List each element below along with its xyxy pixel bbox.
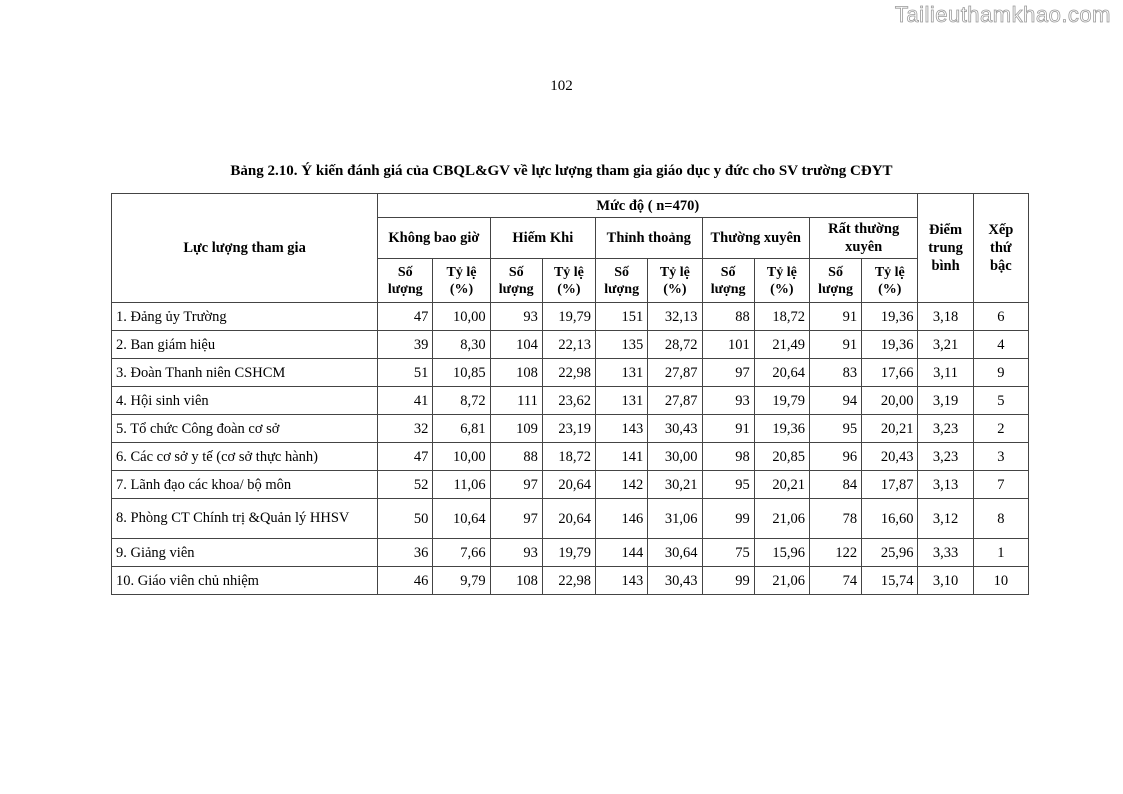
row-label: 7. Lãnh đạo các khoa/ bộ môn <box>112 471 378 499</box>
count-cell: 51 <box>378 359 433 387</box>
header-percent: Tỷ lệ (%) <box>862 259 918 303</box>
header-average: Điểm trung bình <box>918 194 973 303</box>
row-label: 8. Phòng CT Chính trị &Quản lý HHSV <box>112 499 378 539</box>
percent-cell: 8,30 <box>433 331 490 359</box>
count-cell: 91 <box>809 331 861 359</box>
percent-cell: 30,21 <box>648 471 702 499</box>
percent-cell: 21,06 <box>754 567 809 595</box>
header-level: Không bao giờ <box>378 218 490 259</box>
percent-cell: 20,85 <box>754 443 809 471</box>
percent-cell: 10,85 <box>433 359 490 387</box>
percent-cell: 20,21 <box>754 471 809 499</box>
percent-cell: 9,79 <box>433 567 490 595</box>
watermark: Tailieuthamkhao.com <box>894 2 1111 27</box>
count-cell: 131 <box>596 359 648 387</box>
count-cell: 91 <box>809 303 861 331</box>
count-cell: 93 <box>490 303 542 331</box>
table-row <box>112 567 1029 595</box>
rank-cell: 8 <box>973 499 1028 539</box>
average-cell: 3,33 <box>918 539 973 567</box>
header-rank: Xếp thứ bậc <box>973 194 1028 303</box>
rank-cell: 4 <box>973 331 1028 359</box>
average-cell: 3,10 <box>918 567 973 595</box>
count-cell: 36 <box>378 539 433 567</box>
rank-cell: 9 <box>973 359 1028 387</box>
row-label: 6. Các cơ sở y tế (cơ sở thực hành) <box>112 443 378 471</box>
row-label: 2. Ban giám hiệu <box>112 331 378 359</box>
row-label: 1. Đảng ủy Trường <box>112 303 378 331</box>
header-percent: Tỷ lệ (%) <box>433 259 490 303</box>
percent-cell: 20,21 <box>862 415 918 443</box>
percent-cell: 20,00 <box>862 387 918 415</box>
percent-cell: 15,96 <box>754 539 809 567</box>
header-level: Thường xuyên <box>702 218 809 259</box>
percent-cell: 27,87 <box>648 387 702 415</box>
rank-cell: 2 <box>973 415 1028 443</box>
count-cell: 104 <box>490 331 542 359</box>
table-row <box>112 471 1029 499</box>
count-cell: 99 <box>702 499 754 539</box>
header-percent: Tỷ lệ (%) <box>754 259 809 303</box>
percent-cell: 19,79 <box>754 387 809 415</box>
row-label: 3. Đoàn Thanh niên CSHCM <box>112 359 378 387</box>
header-level-title: Mức độ ( n=470) <box>378 194 918 218</box>
header-group-column: Lực lượng tham gia <box>112 194 378 303</box>
percent-cell: 10,64 <box>433 499 490 539</box>
average-cell: 3,11 <box>918 359 973 387</box>
count-cell: 151 <box>596 303 648 331</box>
count-cell: 47 <box>378 303 433 331</box>
percent-cell: 18,72 <box>542 443 595 471</box>
count-cell: 141 <box>596 443 648 471</box>
header-count: Số lượng <box>378 259 433 303</box>
row-label: 4. Hội sinh viên <box>112 387 378 415</box>
count-cell: 93 <box>490 539 542 567</box>
header-count: Số lượng <box>596 259 648 303</box>
count-cell: 41 <box>378 387 433 415</box>
count-cell: 84 <box>809 471 861 499</box>
percent-cell: 30,43 <box>648 567 702 595</box>
percent-cell: 19,36 <box>862 331 918 359</box>
average-cell: 3,19 <box>918 387 973 415</box>
table-row <box>112 499 1029 539</box>
count-cell: 98 <box>702 443 754 471</box>
header-count: Số lượng <box>809 259 861 303</box>
count-cell: 108 <box>490 359 542 387</box>
table-row <box>112 443 1029 471</box>
header-level: Rất thường xuyên <box>809 218 917 259</box>
count-cell: 52 <box>378 471 433 499</box>
count-cell: 97 <box>490 499 542 539</box>
count-cell: 88 <box>702 303 754 331</box>
header-level: Hiếm Khi <box>490 218 595 259</box>
percent-cell: 32,13 <box>648 303 702 331</box>
table-header <box>112 194 1029 303</box>
percent-cell: 19,79 <box>542 539 595 567</box>
rank-cell: 6 <box>973 303 1028 331</box>
table-row <box>112 359 1029 387</box>
average-cell: 3,23 <box>918 415 973 443</box>
percent-cell: 19,36 <box>862 303 918 331</box>
count-cell: 101 <box>702 331 754 359</box>
percent-cell: 25,96 <box>862 539 918 567</box>
average-cell: 3,18 <box>918 303 973 331</box>
percent-cell: 22,13 <box>542 331 595 359</box>
count-cell: 94 <box>809 387 861 415</box>
header-count: Số lượng <box>490 259 542 303</box>
page-number: 102 <box>550 78 573 94</box>
count-cell: 108 <box>490 567 542 595</box>
row-label: 5. Tổ chức Công đoàn cơ sở <box>112 415 378 443</box>
percent-cell: 15,74 <box>862 567 918 595</box>
rank-cell: 1 <box>973 539 1028 567</box>
count-cell: 122 <box>809 539 861 567</box>
count-cell: 111 <box>490 387 542 415</box>
percent-cell: 27,87 <box>648 359 702 387</box>
table-row <box>112 387 1029 415</box>
count-cell: 142 <box>596 471 648 499</box>
count-cell: 75 <box>702 539 754 567</box>
percent-cell: 18,72 <box>754 303 809 331</box>
average-cell: 3,13 <box>918 471 973 499</box>
percent-cell: 6,81 <box>433 415 490 443</box>
count-cell: 93 <box>702 387 754 415</box>
count-cell: 83 <box>809 359 861 387</box>
count-cell: 88 <box>490 443 542 471</box>
average-cell: 3,21 <box>918 331 973 359</box>
percent-cell: 16,60 <box>862 499 918 539</box>
evaluation-table <box>111 193 1029 595</box>
row-label: 10. Giáo viên chủ nhiệm <box>112 567 378 595</box>
count-cell: 96 <box>809 443 861 471</box>
percent-cell: 30,00 <box>648 443 702 471</box>
percent-cell: 23,19 <box>542 415 595 443</box>
percent-cell: 10,00 <box>433 443 490 471</box>
count-cell: 95 <box>809 415 861 443</box>
rank-cell: 7 <box>973 471 1028 499</box>
count-cell: 74 <box>809 567 861 595</box>
percent-cell: 7,66 <box>433 539 490 567</box>
table-body <box>112 303 1029 595</box>
rank-cell: 3 <box>973 443 1028 471</box>
rank-cell: 5 <box>973 387 1028 415</box>
percent-cell: 23,62 <box>542 387 595 415</box>
average-cell: 3,12 <box>918 499 973 539</box>
average-cell: 3,23 <box>918 443 973 471</box>
count-cell: 143 <box>596 567 648 595</box>
percent-cell: 11,06 <box>433 471 490 499</box>
percent-cell: 20,43 <box>862 443 918 471</box>
row-label: 9. Giảng viên <box>112 539 378 567</box>
count-cell: 144 <box>596 539 648 567</box>
count-cell: 95 <box>702 471 754 499</box>
percent-cell: 8,72 <box>433 387 490 415</box>
percent-cell: 30,64 <box>648 539 702 567</box>
count-cell: 143 <box>596 415 648 443</box>
count-cell: 39 <box>378 331 433 359</box>
percent-cell: 10,00 <box>433 303 490 331</box>
count-cell: 91 <box>702 415 754 443</box>
percent-cell: 21,06 <box>754 499 809 539</box>
percent-cell: 17,87 <box>862 471 918 499</box>
count-cell: 32 <box>378 415 433 443</box>
count-cell: 146 <box>596 499 648 539</box>
count-cell: 46 <box>378 567 433 595</box>
percent-cell: 20,64 <box>542 499 595 539</box>
percent-cell: 20,64 <box>542 471 595 499</box>
table-row <box>112 331 1029 359</box>
table-row <box>112 303 1029 331</box>
table-row <box>112 539 1029 567</box>
count-cell: 109 <box>490 415 542 443</box>
count-cell: 135 <box>596 331 648 359</box>
count-cell: 97 <box>490 471 542 499</box>
header-percent: Tỷ lệ (%) <box>648 259 702 303</box>
percent-cell: 22,98 <box>542 567 595 595</box>
header-percent: Tỷ lệ (%) <box>542 259 595 303</box>
header-count: Số lượng <box>702 259 754 303</box>
percent-cell: 19,79 <box>542 303 595 331</box>
percent-cell: 19,36 <box>754 415 809 443</box>
percent-cell: 22,98 <box>542 359 595 387</box>
count-cell: 97 <box>702 359 754 387</box>
count-cell: 50 <box>378 499 433 539</box>
percent-cell: 21,49 <box>754 331 809 359</box>
header-level: Thỉnh thoảng <box>596 218 702 259</box>
table-title: Bảng 2.10. Ý kiến đánh giá của CBQL&GV về lực lượng tham gia giáo dục y đức cho SV trường CĐYT <box>230 163 893 179</box>
percent-cell: 31,06 <box>648 499 702 539</box>
percent-cell: 30,43 <box>648 415 702 443</box>
rank-cell: 10 <box>973 567 1028 595</box>
count-cell: 78 <box>809 499 861 539</box>
count-cell: 47 <box>378 443 433 471</box>
count-cell: 131 <box>596 387 648 415</box>
percent-cell: 28,72 <box>648 331 702 359</box>
table-row <box>112 415 1029 443</box>
count-cell: 99 <box>702 567 754 595</box>
percent-cell: 17,66 <box>862 359 918 387</box>
percent-cell: 20,64 <box>754 359 809 387</box>
